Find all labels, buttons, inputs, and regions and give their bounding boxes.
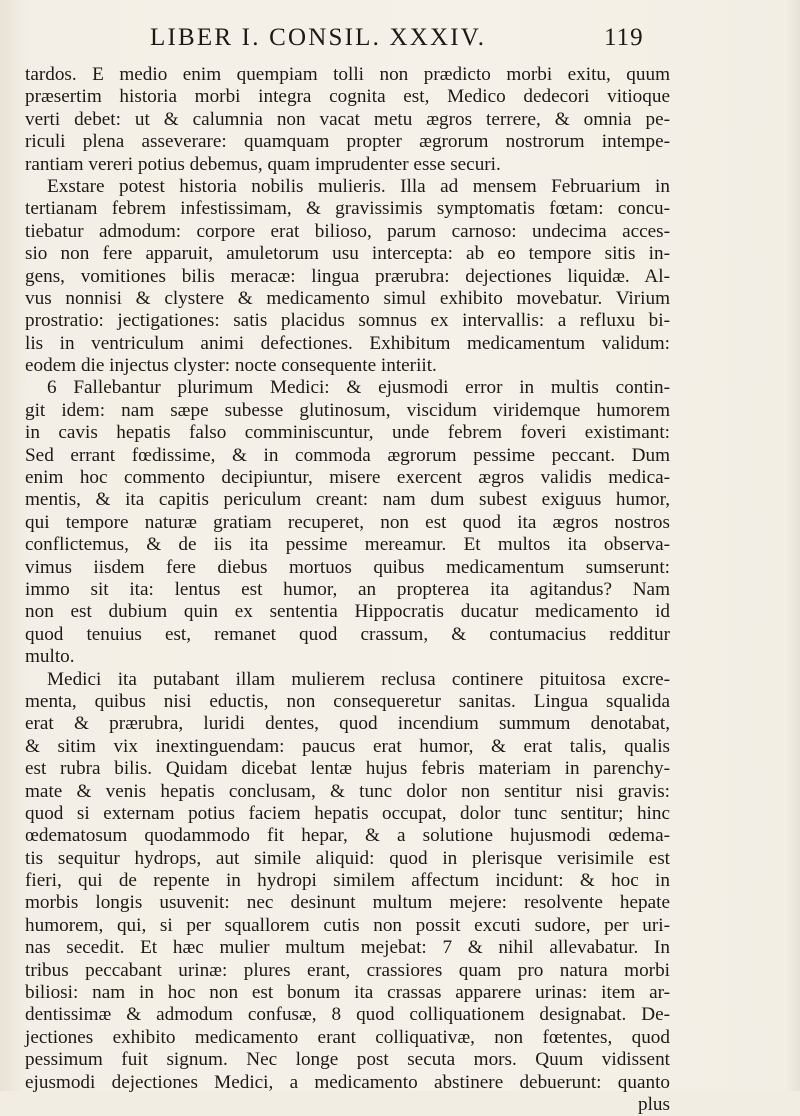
text-line: pessimum fuit signum. Nec longe post secuta mors. Quum vidissent [25, 1049, 670, 1071]
page-edge-shadow [786, 0, 800, 1091]
text-line: quod tenuius est, remanet quod crassum, & contumacius redditur [25, 623, 670, 645]
text-line: non est dubium quin ex sententia Hippocratis ducatur medicamento id [25, 601, 670, 623]
text-line: quod si externam potius faciem hepatis occupat, dolor tunc sentitur; hinc [25, 802, 670, 824]
text-line: eodem die injectus clyster: nocte consequente interiit. [25, 355, 437, 377]
text-line: menta, quibus nisi eductis, non consequeretur sanitas. Lingua squalida [25, 690, 670, 712]
text-line: multo. [25, 646, 75, 668]
text-line: præsertim historia morbi integra cognita est, Medico dedecori vitioque [25, 86, 670, 108]
body-text [25, 64, 670, 1116]
text-line: fieri, qui de repente in hydropi similem affectum incidunt: & hoc in [25, 870, 670, 892]
text-line: & sitim vix inextinguendam: paucus erat humor, & erat talis, qualis [25, 735, 670, 757]
text-line: humorem, qui, si per squallorem cutis non possit excuti sudore, per uri- [25, 914, 670, 936]
page-header [0, 24, 800, 58]
text-line: prostratio: jectigationes: satis placidus somnus ex intervallis: a refluxu bi- [25, 310, 670, 332]
text-line: conflictemus, & de iis ita pessime mereamur. Et multos ita observa- [25, 534, 670, 556]
text-line: 6 Fallebantur plurimum Medici: & ejusmodi error in multis contin- [47, 377, 670, 399]
text-line: plus [638, 1093, 670, 1115]
text-line: lis in ventriculum animi defectiones. Exhibitum medicamentum validum: [25, 332, 670, 354]
text-line: Medici ita putabant illam mulierem reclusa continere pituitosa excre- [47, 668, 670, 690]
text-line: ejusmodi dejectiones Medici, a medicamento abstinere debuerunt: quanto [25, 1071, 670, 1093]
running-head: LIBER I. CONSIL. XXXIV. [150, 24, 487, 51]
page-number: 119 [604, 24, 644, 51]
text-line: git idem: nam sæpe subesse glutinosum, viscidum viridemque humorem [25, 399, 670, 421]
text-line: nas secedit. Et hæc mulier multum mejebat: 7 & nihil allevabatur. In [25, 937, 670, 959]
text-line: vimus iisdem fere diebus mortuos quibus medicamentum sumserunt: [25, 556, 670, 578]
text-line: mate & venis hepatis conclusam, & tunc dolor non sentitur nisi gravis: [25, 780, 670, 802]
text-line: est rubra bilis. Quidam dicebat lentæ hujus febris materiam in parenchy- [25, 758, 670, 780]
text-line: sio non fere apparuit, amuletorum usu intercepta: ab eo tempore sitis in- [25, 243, 670, 265]
text-line: tardos. E medio enim quempiam tolli non prædicto morbi exitu, quum [25, 64, 670, 85]
text-line: tribus peccabant urinæ: plures erant, crassiores quam pro natura morbi [25, 959, 670, 981]
text-line: mentis, & ita capitis periculum creant: nam dum subest exiguus humor, [25, 489, 670, 511]
text-line: qui tempore naturæ gratiam recuperet, non est quod ita ægros nostros [25, 511, 670, 533]
text-line: Exstare potest historia nobilis mulieris. Illa ad mensem Februarium in [47, 175, 670, 197]
text-line: tis sequitur hydrops, aut simile aliquid: quod in plerisque verisimile est [25, 847, 670, 869]
text-line: biliosi: nam in hoc non est bonum ita crassas apparere urinas: item ar- [25, 982, 670, 1004]
text-line: morbis longis usuvenit: nec desinunt multum mejere: resolvente hepate [25, 892, 670, 914]
text-line: verti debet: ut & calumnia non vacat metu ægros terrere, & omnia pe- [25, 108, 670, 130]
text-line: in cavis hepatis falso comminiscuntur, unde febrem foveri existimant: [25, 422, 670, 444]
text-line: tertianam febrem infestissimam, & gravissimis symptomatis fœtam: concu- [25, 198, 670, 220]
text-line: enim hoc commento decipiuntur, misere exercent ægros validis medica- [25, 467, 670, 489]
text-line: vus nonnisi & clystere & medicamento simul exhibito movebatur. Virium [25, 287, 670, 309]
text-line: rantiam vereri potius debemus, quam imprudenter esse securi. [25, 153, 501, 175]
text-line: riculi plena asseverare: quamquam propter ægrorum nostrorum intempe- [25, 131, 670, 153]
text-line: gens, vomitiones bilis meracæ: lingua prærubra: dejectiones liquidæ. Al- [25, 265, 670, 287]
text-line: Sed errant fœdissime, & in commoda ægrorum pessime peccant. Dum [25, 444, 670, 466]
text-line: erat & prærubra, luridi dentes, quod incendium summum denotabat, [25, 713, 670, 735]
text-line: tiebatur admodum: corpore erat bilioso, parum carnoso: undecima acces- [25, 220, 670, 242]
text-line: jectiones exhibito medicamento erant colliquativæ, non fœtentes, quod [25, 1026, 670, 1048]
text-line: immo sit ita: lentus est humor, an propterea ita agitandus? Nam [25, 578, 670, 600]
text-line: dentissimæ & admodum confusæ, 8 quod colliquationem designabat. De- [25, 1004, 670, 1026]
text-line: œdematosum quodammodo fit hepar, & a solutione hujusmodi œdema- [25, 825, 670, 847]
